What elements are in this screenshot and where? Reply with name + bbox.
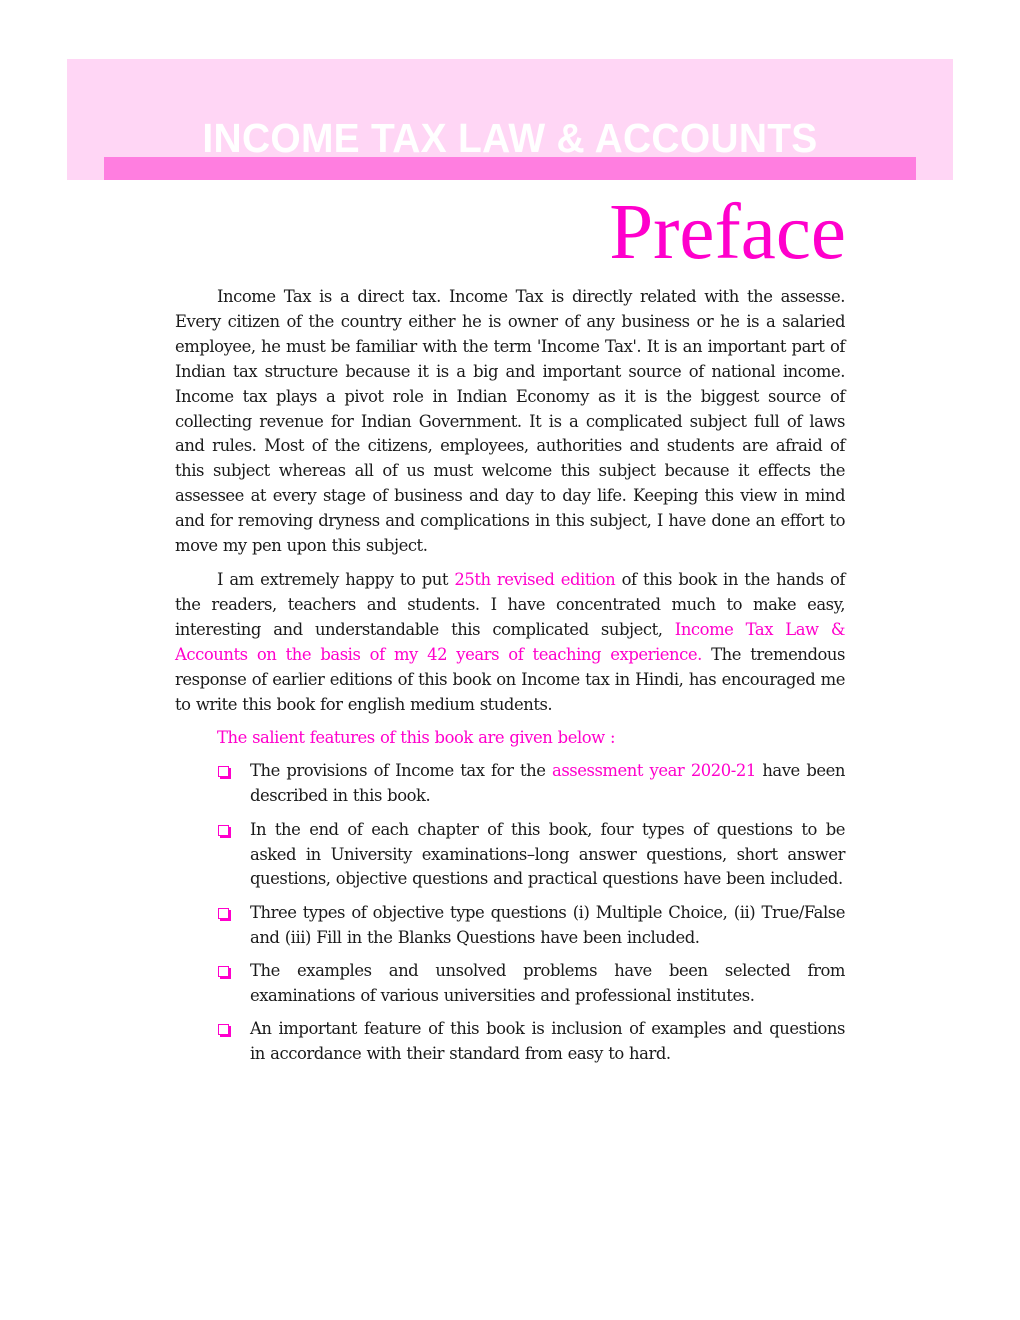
feature-text: In the end of each chapter of this book, four types of questions to be asked in University examinations–long answer questions, short answer questions, objective questions and practical questions have been included. (250, 819, 845, 889)
checkbox-bullet-icon (218, 825, 229, 836)
feature-text: The provisions of Income tax for the (250, 761, 553, 781)
paragraph-2-text-2: of this book in the hands of the readers, teachers and students. I have concentrated much to make easy, interesting and understandable this complicated subject, (175, 569, 846, 639)
book-title: INCOME TAX LAW & ACCOUNTS (202, 115, 818, 161)
checkbox-bullet-icon (218, 766, 229, 777)
experience-highlight: Income Tax Law & Accounts on the basis of my 42 years of teaching experience. (175, 619, 845, 664)
list-item (175, 959, 845, 1009)
page-title: Preface (609, 189, 846, 276)
feature-text: Three types of objective type questions (i) Multiple Choice, (ii) True/False and (iii) Fill in the Blanks Questions have been included. (250, 902, 845, 947)
checkbox-bullet-icon (218, 966, 229, 977)
checkbox-bullet-icon (218, 1024, 229, 1035)
edition-highlight: 25th revised edition (454, 569, 616, 589)
paragraph-2 (175, 568, 845, 717)
paragraph-2-text-1: I am extremely happy to put (217, 569, 455, 589)
features-list (175, 759, 845, 1067)
list-item (175, 818, 845, 893)
feature-text: The examples and unsolved problems have been selected from examinations of various universities and professional institutes. (250, 961, 845, 1006)
list-item (175, 1017, 845, 1067)
list-item (175, 901, 845, 951)
feature-text: have been described in this book. (250, 761, 845, 806)
paragraph-1: Income Tax is a direct tax. Income Tax is directly related with the assesse. Every citizen of the country either he is owner of any business or he is a salaried employee, he must be familiar with the term 'Income Tax'. It is an important part of Indian tax structure because it is a big and important source of national income. Income tax plays a pivot role in Indian Economy as it is the biggest source of collecting revenue for Indian Government. It is a complicated subject full of laws and rules. Most of the citizens, employees, authorities and students are afraid of this subject whereas all of us must welcome this subject because it effects the assessee at every stage of business and day to day life. Keeping this view in mind and for removing dryness and complications in this subject, I have done an effort to move my pen upon this subject. (175, 287, 845, 556)
checkbox-bullet-icon (218, 908, 229, 919)
feature-text: An important feature of this book is inclusion of examples and questions in accordance with their standard from easy to hard. (250, 1019, 845, 1064)
features-intro: The salient features of this book are given below : (217, 728, 616, 748)
preface-body (175, 285, 845, 1076)
paragraph-2-text-3: The tremendous response of earlier editions of this book on Income tax in Hindi, has encouraged me to write this book for english medium students. (175, 644, 845, 714)
list-item (175, 759, 845, 809)
assessment-year-highlight: assessment year 2020-21 (552, 761, 756, 781)
